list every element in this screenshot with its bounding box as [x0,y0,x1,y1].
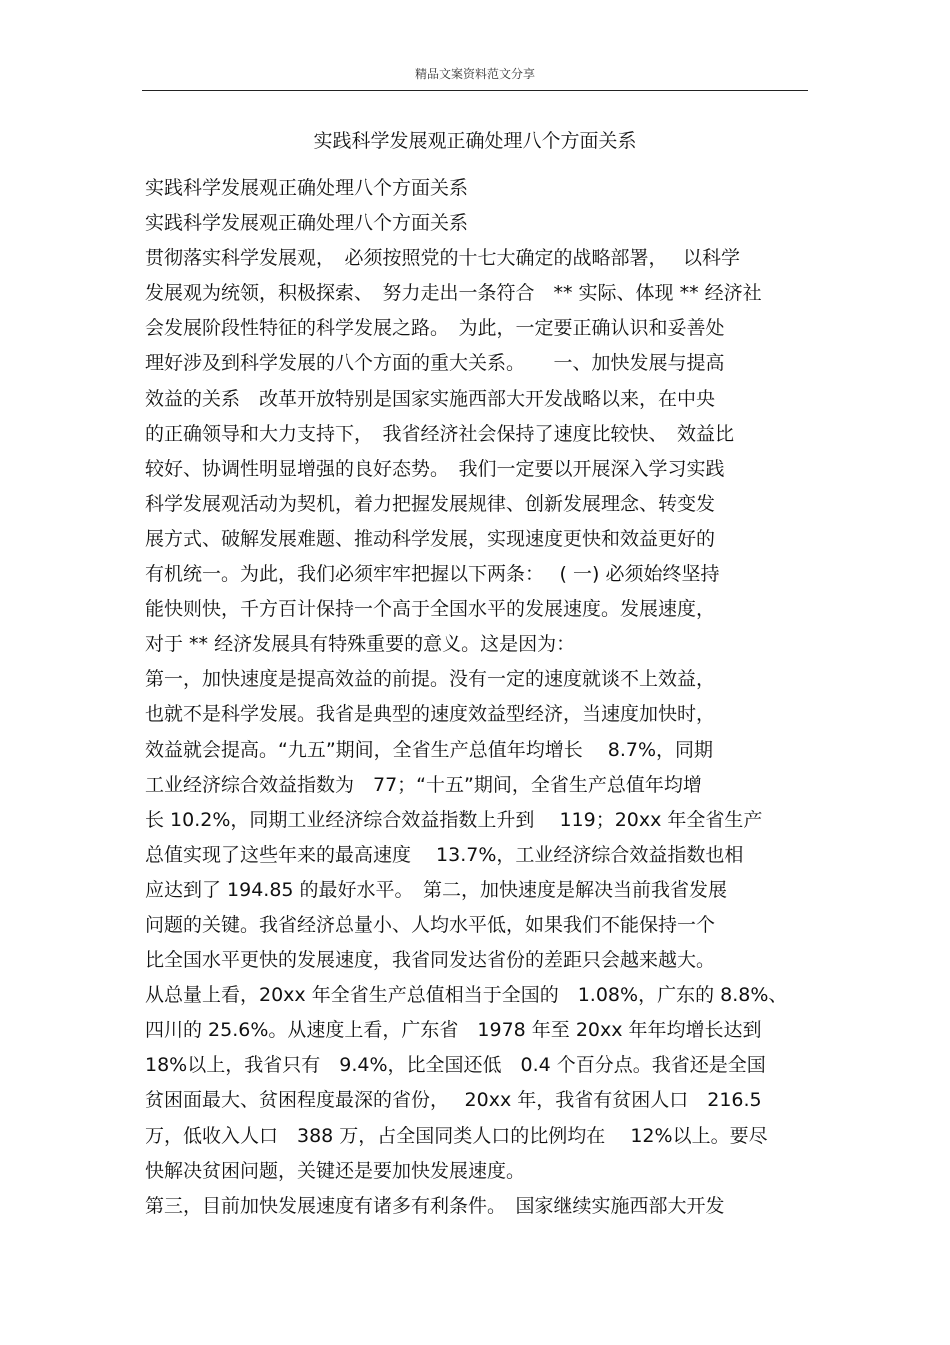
text-line: 从总量上看，20xx 年全省生产总值相当于全国的 1.08%，广东的 8.8%、 [145,984,788,1007]
text-line: 实践科学发展观正确处理八个方面关系 [145,212,469,235]
text-line: 长 10.2%，同期工业经济综合效益指数上升到 119；20xx 年全省生产 [145,808,763,831]
text-line: 应达到了 194.85 的最好水平。 第二，加快速度是解决当前我省发展 [145,878,728,901]
text-line: 第一，加快速度是提高效益的前提。没有一定的速度就谈不上效益， [145,668,716,691]
text-line: 18%以上，我省只有 9.4%，比全国还低 0.4 个百分点。我省还是全国 [145,1054,766,1077]
text-line: 第三，目前加快发展速度有诸多有利条件。 国家继续实施西部大开发 [145,1194,725,1217]
text-line: 较好、协调性明显增强的良好态势。 我们一定要以开展深入学习实践 [145,457,725,480]
text-line: 万，低收入人口 388 万，占全国同类人口的比例均在 12%以上。要尽 [145,1124,768,1147]
text-line: 实践科学发展观正确处理八个方面关系 [145,177,469,199]
text-line: 比全国水平更快的发展速度，我省同发达省份的差距只会越来越大。 [145,949,716,972]
text-line: 展方式、破解发展难题、推动科学发展，实现速度更快和效益更好的 [145,527,716,550]
text-line: 快解决贫困问题，关键还是要加快发展速度。 [145,1159,526,1182]
text-line: 贯彻落实科学发展观， 必须按照党的十七大确定的战略部署， 以科学 [145,247,741,270]
text-line: 总值实现了这些年来的最高速度 13.7%，工业经济综合效益指数也相 [145,843,744,866]
text-line: 理好涉及到科学发展的八个方面的重大关系。 一、加快发展与提高 [145,352,725,375]
text-line: 也就不是科学发展。我省是典型的速度效益型经济，当速度加快时， [145,703,716,726]
text-line: 效益的关系 改革开放特别是国家实施西部大开发战略以来，在中央 [145,387,716,410]
text-line: 发展观为统领，积极探索、 努力走出一条符合 ** 实际、体现 ** 经济社 [145,282,762,305]
text-line: 科学发展观活动为契机，着力把握发展规律、创新发展理念、转变发 [145,492,716,515]
page-header [142,62,808,91]
document-body [145,171,815,1224]
text-line: 贫困面最大、贫困程度最深的省份， 20xx 年，我省有贫困人口 216.5 [145,1089,762,1112]
text-line: 会发展阶段性特征的科学发展之路。 为此，一定要正确认识和妥善处 [145,317,725,340]
text-line: 工业经济综合效益指数为 77；“十五”期间，全省生产总值年均增 [145,773,702,796]
text-line: 对于 ** 经济发展具有特殊重要的意义。这是因为： [145,633,576,656]
text-line: 的正确领导和大力支持下， 我省经济社会保持了速度比较快、 效益比 [145,422,735,445]
document-title: 实践科学发展观正确处理八个方面关系 [313,130,637,152]
header-text: 精品文案资料范文分享 [414,67,535,81]
text-line: 能快则快，千方百计保持一个高于全国水平的发展速度。发展速度， [145,598,716,621]
text-line: 问题的关键。我省经济总量小、人均水平低，如果我们不能保持一个 [145,913,716,936]
text-line: 有机统一。为此，我们必须牢牢把握以下两条： ( 一) 必须始终坚持 [145,563,720,586]
text-line: 效益就会提高。“九五”期间，全省生产总值年均增长 8.7%，同期 [145,738,713,761]
text-line: 四川的 25.6%。从速度上看，广东省 1978 年至 20xx 年年均增长达到 [145,1019,762,1042]
